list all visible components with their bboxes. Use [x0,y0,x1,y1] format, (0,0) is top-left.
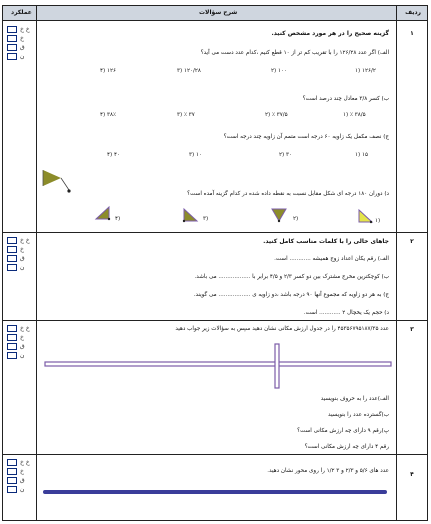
score-checkbox[interactable] [7,255,17,262]
q1-d-option-3[interactable]: (۳ [203,216,209,222]
score-checkbox[interactable] [7,237,17,244]
q1-d-option-4[interactable]: (۴ [115,216,121,222]
q1-d-option-4-shape[interactable] [95,206,111,220]
q1-c-text: ج) نصف مکمل یک زاویه ۶۰ درجه است متمم آن زاویه چند درجه است؟ [223,134,389,140]
q1-b-option-1[interactable]: ۳۸/۵ ٪ (۱ [343,112,366,118]
divider-score [36,6,37,520]
q1-c-option-3[interactable]: ۱۰ (۳ [189,152,202,158]
q1-a-option-3[interactable]: ۱۲۰/۲۸ (۳ [177,68,201,74]
q1-a-option-2[interactable]: ۱۰۰ (۲ [271,68,287,74]
q1-b-option-3[interactable]: ۳۷ ٪ (۳ [177,112,195,118]
score-checkbox[interactable] [7,26,17,33]
table-header [3,6,427,21]
q3-line-4: رقم ۴ دارای چه ارزش مکانی است؟ [304,444,389,450]
q1-b-option-4[interactable]: ۳۸٪ (۴ [100,112,116,118]
row-divider-3 [3,454,427,455]
score-checkbox[interactable] [7,53,17,60]
q1-c-option-4[interactable]: ۴۰ (۴ [107,152,120,158]
q2-title: جاهای خالی را با کلمات مناسب کامل کنید. [263,238,389,245]
q2-line-3: ج) به هر دو زاویه که مجموع آنها ۹۰ درجه باشد ،دو زاویه ی .................. می گویند. [193,292,389,298]
q2-line-1: الف) رقم یکان اعداد زوج همیشه ............ است. [274,256,389,262]
col-row-header: ردیف [405,9,421,16]
divider-row [396,6,397,520]
row-number-2: ۲ [410,238,414,245]
q1-d-original-figure [41,166,75,196]
score-checkbox[interactable] [7,468,17,475]
score-checkbox[interactable] [7,477,17,484]
q2-line-2: ب) کوچکترین مخرج مشترک بین دو کسر ۲/۳ و ۴/۵ برابر با .................. می باشد. [194,274,389,280]
q3-line-1: الف)عدد را به حروف بنویسید [320,396,389,402]
score-checkbox[interactable] [7,264,17,271]
q3-line-3: پ)رقم ۹ دارای چه ارزش مکانی است؟ [297,428,389,434]
q3-intro: عدد ۴۵۳۵۶۷۹۵۱۸۷/۳۵ را در جدول ارزش مکانی نشان دهید سپس به سؤالات زیر جواب دهید [175,326,389,332]
col-score-header: عملکرد [11,9,32,16]
q1-title: گزینه صحیح را در هر مورد مشخص کنید. [271,30,389,37]
score-checkbox[interactable] [7,325,17,332]
q4-number-axis[interactable] [43,490,387,494]
score-checkbox[interactable] [7,343,17,350]
score-checkbox[interactable] [7,334,17,341]
q1-d-text: د) دوران ۱۸۰ درجه ای شکل مقابل نسبت به نقطه داده شده در کدام گزینه آمده است؟ [187,191,389,197]
row-number-1: ۱ [410,30,414,37]
q1-a-option-1[interactable]: ۱۲۶/۲ (۱ [355,68,376,74]
q3-line-2: ب)گسترده عدد را بنویسید [328,412,389,418]
q1-c-option-2[interactable]: ۳۰ (۲ [279,152,292,158]
q1-d-option-1[interactable]: (۱ [375,218,381,224]
score-checkbox[interactable] [7,44,17,51]
q1-a-option-4[interactable]: ۱۲۶ (۴ [100,68,116,74]
q2-line-4: د) حجم یک یخچال ۲ ............ است. [303,310,389,316]
score-checkbox[interactable] [7,459,17,466]
row-divider-1 [3,232,427,233]
q1-a-text: الف) اگر عدد ۱۲۶/۲۸ را با تقریب کم تر از ۱۰ قطع کنیم ،کدام عدد دست می آید؟ [200,50,389,56]
q1-d-option-2-shape[interactable] [271,208,287,222]
col-questions-header: شرح سؤالات [199,9,238,16]
q3-place-value-cross [43,342,393,390]
score-checkbox[interactable] [7,35,17,42]
score-checkbox[interactable] [7,486,17,493]
q1-d-option-2[interactable]: (۲ [293,216,299,222]
row-divider-2 [3,320,427,321]
row-number-4: ۴ [410,471,414,478]
q1-b-option-2[interactable]: ۳۷/۵ ٪ (۲ [265,112,288,118]
row-number-3: ۳ [410,326,414,333]
q1-d-option-1-shape[interactable] [358,209,374,223]
q1-c-option-1[interactable]: ۱۵ (۱ [355,152,368,158]
q4-text: عدد های ۵/۶ و ۲/۳ و ۳ ۱/۲ را روی محور نشان دهید. [267,468,389,474]
q1-d-option-3-shape[interactable] [183,208,199,222]
score-checkbox[interactable] [7,352,17,359]
q1-b-text: ب) کسر ۳/۸ معادل چند درصد است؟ [302,96,389,102]
exam-sheet: عملکرد شرح سؤالات ردیف خ خ خ ق ن خ خ خ ق ن خ خ خ ق ن خ خ خ ق ن ۱ ۲ ۳ ۴ گزینه صحیح را در هر مورد مشخص کنید. الف) اگر عدد ۱۲۶/۲۸ را با تقریب کم تر از ۱۰ قطع کنیم ،کدام عدد دست می آید؟ ۱۲۶/۲ (۱ ۱۰۰ (۲ ۱۲۰/۲۸ (۳ ۱۲۶ (۴ ب) کسر ۳/۸ معادل چند درصد است؟ ۳۸/۵ ٪ (۱ ۳۷/۵ ٪ (۲ ۳۷ ٪ (۳ ۳۸٪ (۴ ج) نصف مکمل یک زاویه ۶۰ درجه است متمم آن زاویه چند درجه است؟ ۱۵ (۱ ۳۰ (۲ ۱۰ (۳ ۴۰ (۴ د) دوران ۱۸۰ درجه ای شکل مقابل نسبت به نقطه داده شده در کدام گزینه آمده است؟ (۱ (۲ (۳ (۴ جاهای خالی را با کلمات مناسب کامل کنید. الف) رقم یکان اعداد زوج همیشه ............ است. ب) کوچکترین مخرج مشترک بین دو کسر ۲/۳ و ۴/۵ برابر با .................. می باشد. ج) به هر دو زاویه که مجموع آنها ۹۰ درجه باشد ،دو زاویه ی .................. می گویند. د) حجم یک یخچال ۲ ............ است. عدد ۴۵۳۵۶۷۹۵۱۸۷/۳۵ را در جدول ارزش مکانی نشان دهید سپس به سؤالات زیر جواب دهید الف)عدد را به حروف بنویسید ب)گسترده عدد را بنویسید پ)رقم ۹ دارای چه ارزش مکانی است؟ رقم ۴ دارای چه ارزش مکانی است؟ عدد های ۵/۶ و ۲/۳ و ۳ ۱/۲ را روی محور نشان دهید. [2,5,428,521]
score-checkbox[interactable] [7,246,17,253]
